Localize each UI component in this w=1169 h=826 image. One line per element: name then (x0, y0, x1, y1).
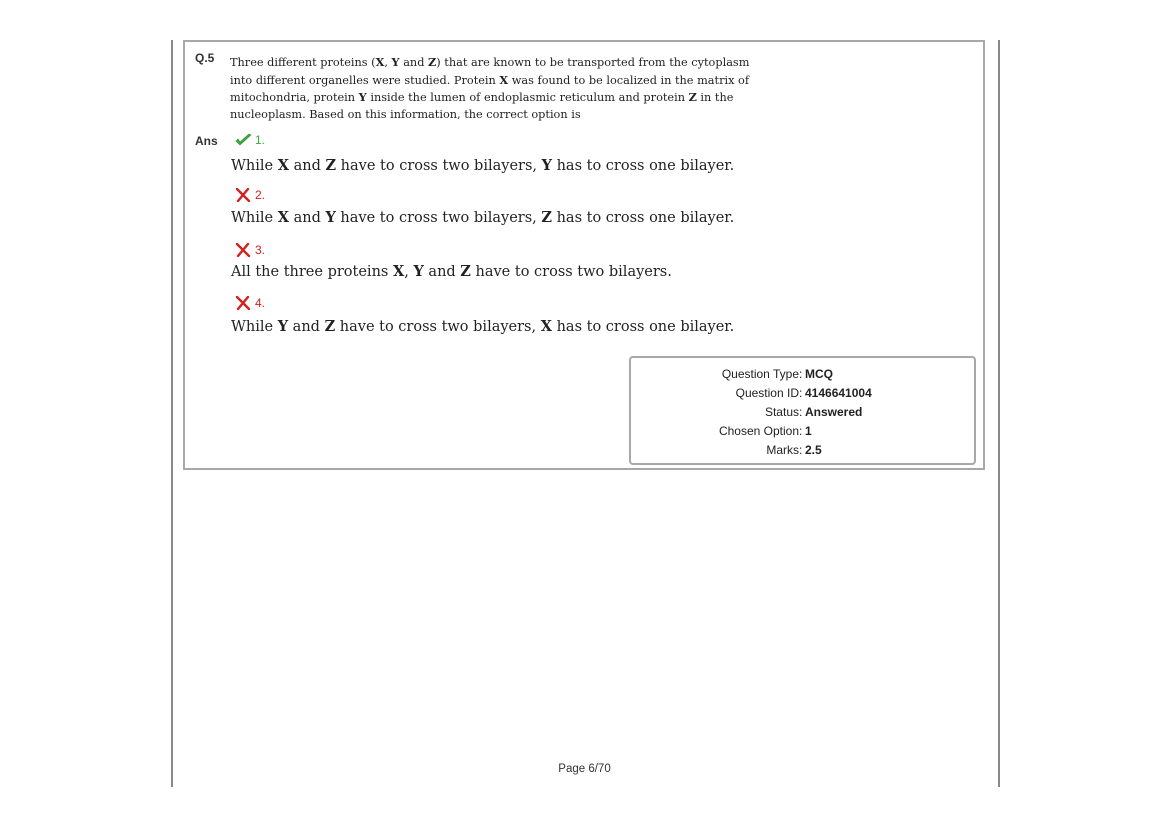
chosen-option-value: 1 (805, 424, 812, 438)
q-text-var: Y (391, 55, 400, 69)
opt-part: have to cross two bilayers. (470, 264, 672, 280)
cross-icon (235, 243, 252, 257)
opt-part: have to cross two bilayers, (335, 319, 541, 335)
opt-part: and (288, 210, 326, 226)
page-border-right (998, 40, 1000, 787)
info-separator: : (799, 405, 803, 419)
opt-part: and (288, 319, 325, 335)
cross-icon (235, 188, 252, 202)
info-label: Marks (766, 443, 799, 457)
opt-part: has to cross one bilayer. (551, 210, 735, 226)
opt-var: Z (324, 318, 336, 335)
option-4-text (231, 318, 734, 335)
opt-part: All the three proteins (231, 264, 393, 280)
info-row-marks (631, 443, 974, 462)
page-number: Page 6/70 (558, 763, 611, 775)
info-separator: : (799, 367, 803, 381)
opt-part: While (231, 158, 278, 174)
opt-part: has to cross one bilayer. (551, 319, 735, 335)
info-separator: : (799, 443, 803, 457)
option-number: 3. (255, 243, 266, 257)
opt-var: Y (413, 263, 424, 280)
opt-part: While (231, 319, 278, 335)
opt-var: Y (277, 318, 289, 335)
opt-part: has to cross one bilayer. (551, 158, 735, 174)
status-value: Answered (805, 405, 863, 419)
q-text-part: inside the lumen of endoplasmic reticulum and protein (366, 91, 689, 104)
q-text-var: Z (428, 55, 437, 69)
info-row-status (631, 405, 974, 424)
info-separator: : (799, 424, 803, 438)
q-text-part: was found to be localized in the matrix of mitochondria, protein (230, 73, 750, 104)
option-1-header (235, 133, 265, 147)
info-separator: : (799, 386, 803, 400)
opt-var: Z (460, 263, 471, 280)
opt-part: have to cross two bilayers, (335, 210, 542, 226)
q-text-var: X (375, 55, 385, 69)
info-row-chosen-option (631, 424, 974, 443)
option-1-text (231, 157, 734, 174)
opt-part: have to cross two bilayers, (336, 158, 542, 174)
question-id-value: 4146641004 (805, 386, 872, 400)
q-text-part: ) that are known to be transported from the cytoplasm into different organelles were studied. Protein (230, 56, 750, 87)
check-icon (235, 133, 252, 147)
opt-var: Y (541, 157, 552, 174)
info-row-question-type (631, 367, 974, 386)
question-text (230, 54, 750, 123)
marks-value: 2.5 (805, 443, 822, 457)
option-3-text (231, 263, 672, 280)
opt-var: X (277, 209, 289, 226)
cross-icon (235, 296, 252, 310)
opt-var: X (392, 263, 405, 280)
option-4-header (235, 296, 265, 310)
question-number: Q.5 (195, 51, 215, 65)
option-3-header (235, 243, 265, 257)
opt-var: Z (325, 157, 337, 174)
page-border-left (171, 40, 173, 787)
option-number: 2. (255, 188, 266, 202)
q-text-part: Three different proteins ( (230, 56, 376, 69)
opt-part: and (423, 264, 461, 280)
option-number: 4. (255, 296, 266, 310)
q-text-part: in the nucleoplasm. Based on this information, the correct option is (230, 91, 734, 121)
question-type-value: MCQ (805, 367, 833, 381)
question-info-panel (629, 356, 976, 465)
question-panel (183, 40, 985, 470)
q-text-part: and (399, 56, 429, 69)
opt-var: Z (541, 209, 552, 226)
opt-var: X (277, 157, 289, 174)
opt-part: While (231, 210, 278, 226)
option-2-header (235, 188, 265, 202)
info-label: Status (764, 405, 799, 419)
info-label: Question ID (735, 386, 799, 400)
option-2-text (231, 209, 734, 226)
q-text-var: Z (688, 90, 697, 104)
opt-part: , (404, 264, 414, 280)
q-text-var: X (499, 72, 509, 87)
q-text-part: , (384, 56, 392, 69)
option-number: 1. (255, 133, 266, 147)
opt-part: and (288, 158, 326, 174)
answer-label: Ans (195, 134, 218, 148)
opt-var: X (540, 318, 552, 335)
q-text-var: Y (358, 90, 367, 104)
info-label: Chosen Option (718, 424, 799, 438)
info-row-question-id (631, 386, 974, 405)
opt-var: Y (325, 209, 336, 226)
info-label: Question Type (721, 367, 799, 381)
